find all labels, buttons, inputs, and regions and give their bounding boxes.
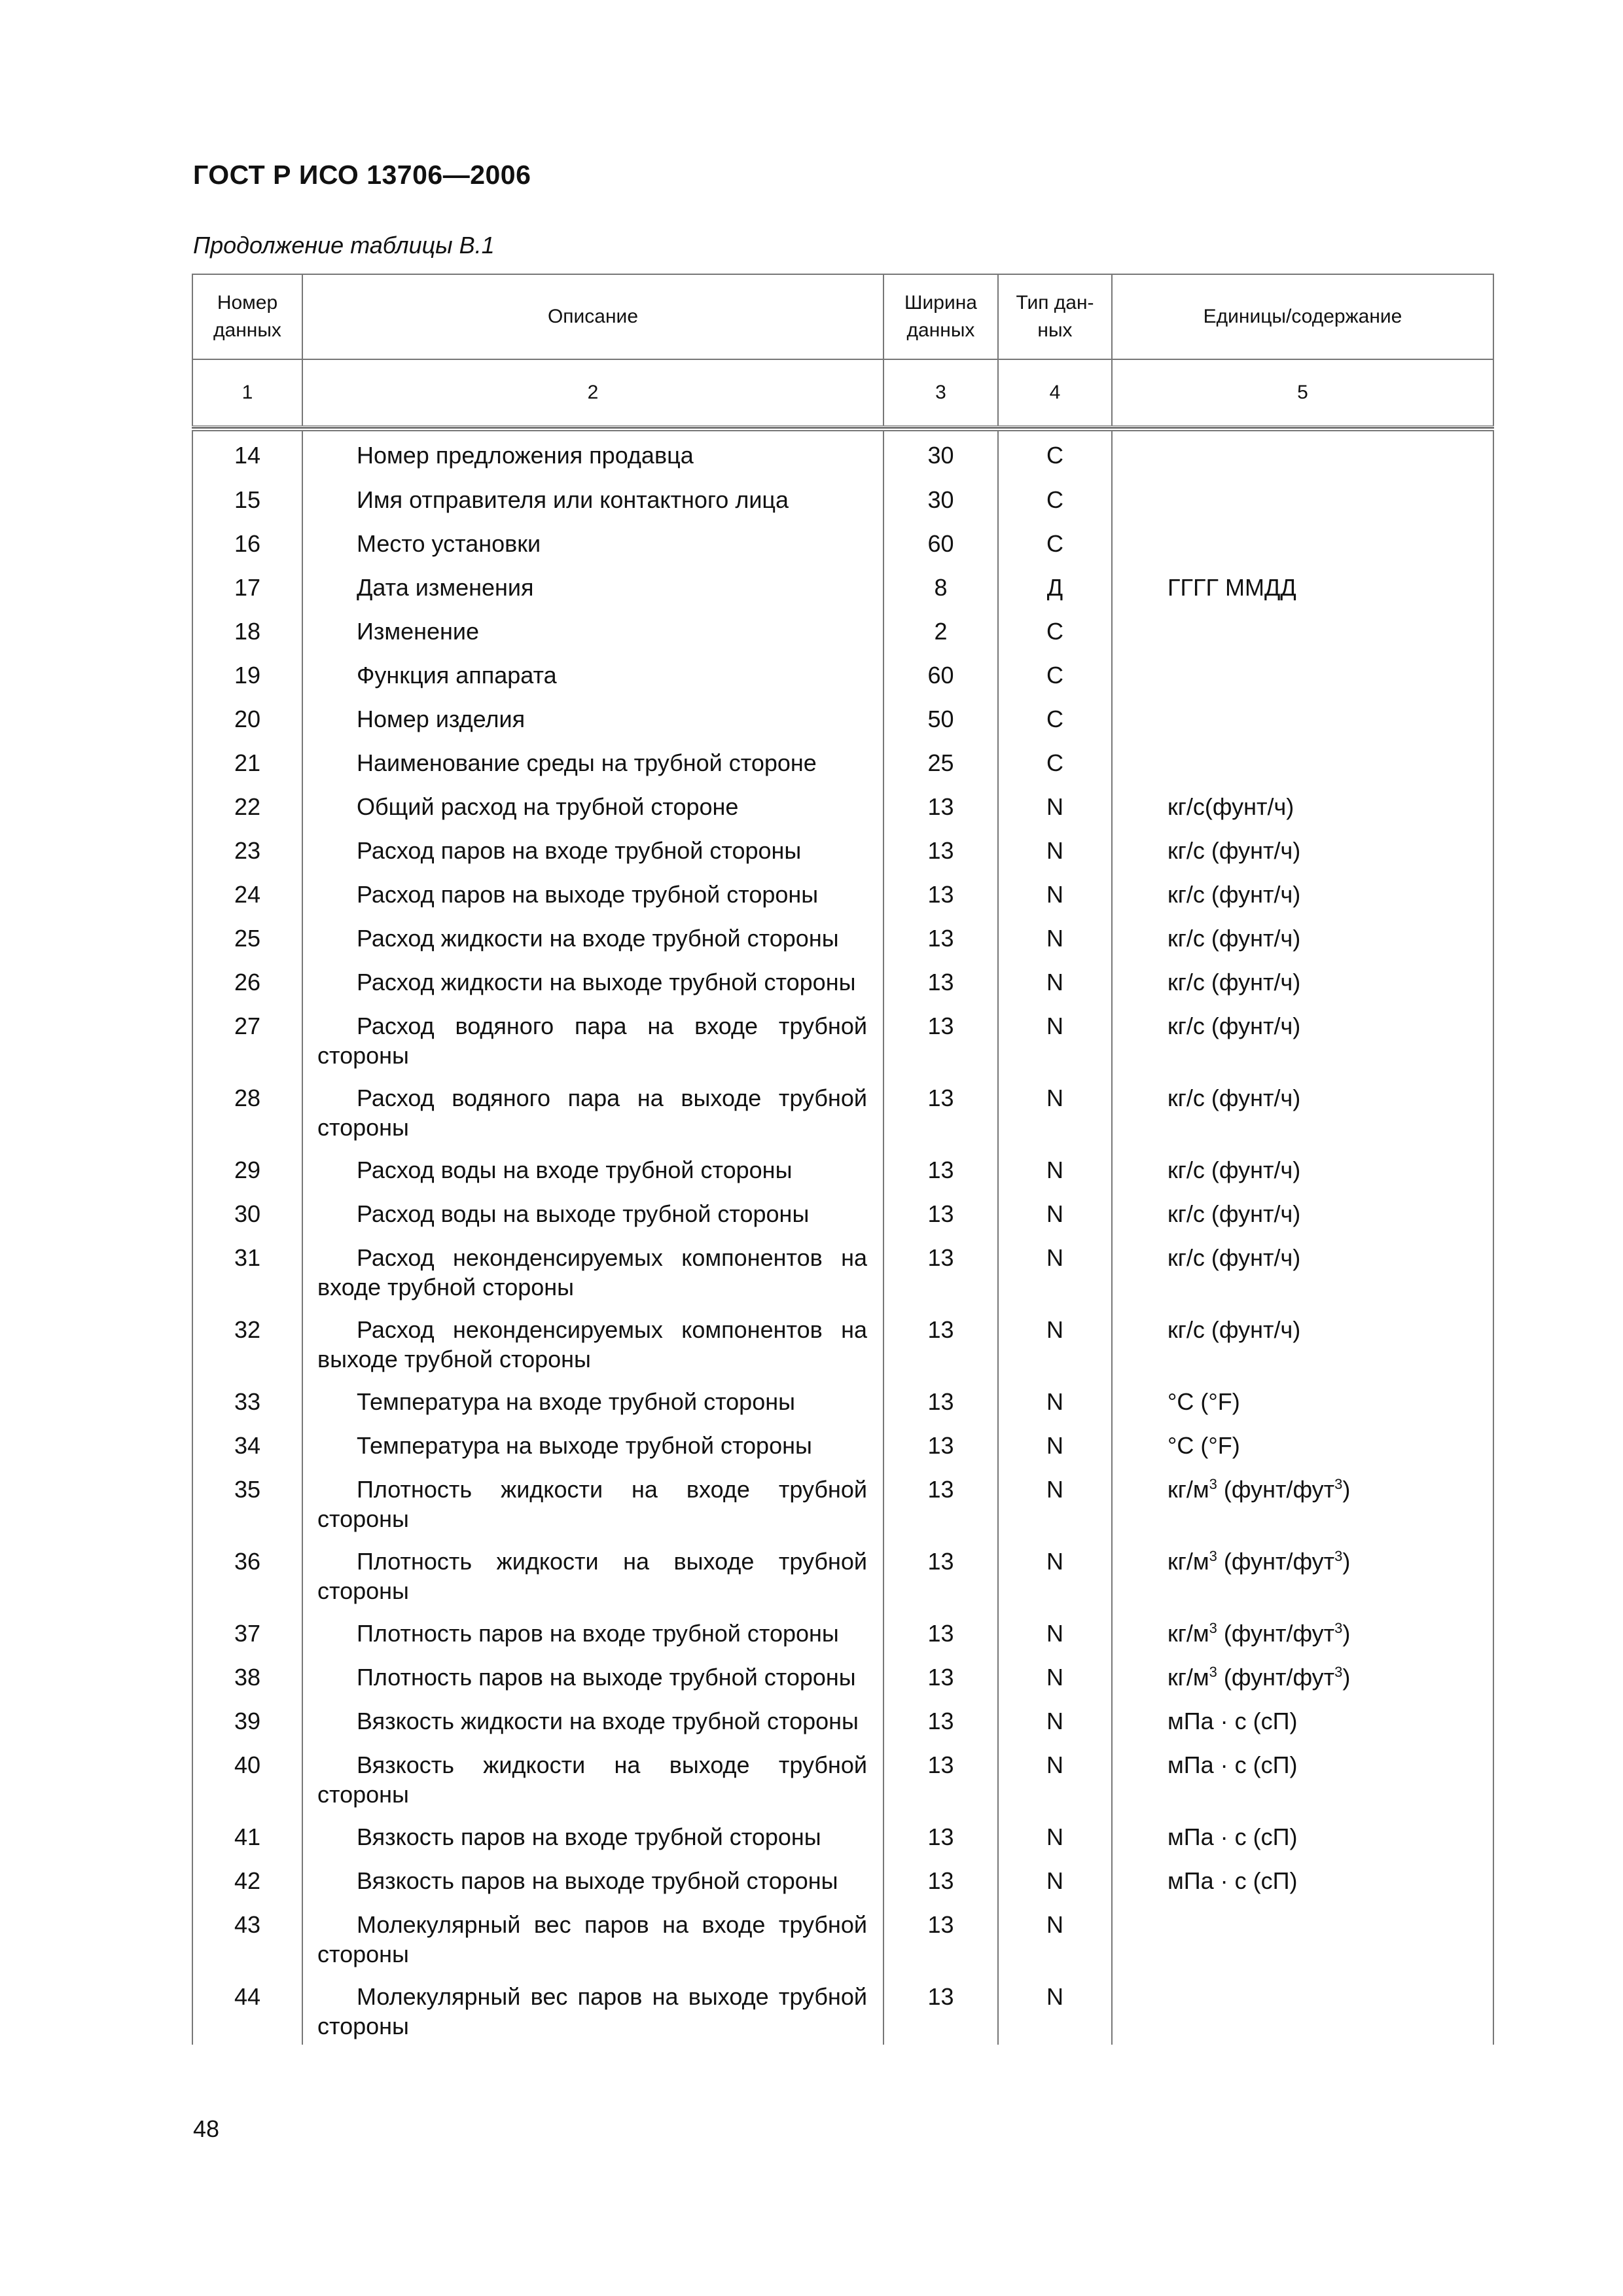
row-units [1113,739,1494,783]
table-row [192,739,1494,783]
table-row [192,958,1494,1002]
table-row [192,1074,1494,1146]
row-data-width: 13 [884,958,999,1002]
table-row [192,1697,1494,1741]
row-number: 26 [192,958,303,1002]
table-row [192,1190,1494,1234]
row-number: 22 [192,783,303,827]
row-data-type: N [999,1537,1113,1609]
row-data-type: C [999,739,1113,783]
table-row [192,1146,1494,1190]
row-description: Расход неконденсируемых компонентов на выходе трубной стороны [303,1306,884,1378]
row-description: Плотность паров на выходе трубной стороны [303,1653,884,1697]
row-data-width: 13 [884,827,999,870]
row-data-type: C [999,651,1113,695]
row-data-type: N [999,827,1113,870]
row-data-width: 13 [884,1697,999,1741]
row-number: 39 [192,1697,303,1741]
row-number: 25 [192,914,303,958]
row-description: Расход воды на выходе трубной стороны [303,1190,884,1234]
row-number: 19 [192,651,303,695]
row-units [1113,607,1494,651]
row-data-width: 13 [884,1234,999,1306]
row-data-type: N [999,914,1113,958]
row-data-type: N [999,1146,1113,1190]
row-data-type: N [999,1857,1113,1901]
table-row [192,870,1494,914]
row-data-type: N [999,958,1113,1002]
row-data-width: 13 [884,1378,999,1422]
column-number-cell: 3 [884,360,999,425]
row-data-type: N [999,1002,1113,1074]
table-row [192,564,1494,607]
row-data-width: 13 [884,1609,999,1653]
row-description: Номер предложения продавца [303,431,884,476]
row-description: Плотность паров на входе трубной стороны [303,1609,884,1653]
table-row [192,1378,1494,1422]
row-data-width: 50 [884,695,999,739]
row-data-width: 13 [884,1146,999,1190]
row-description: Номер изделия [303,695,884,739]
table-row [192,914,1494,958]
row-description: Расход неконденсируемых компонентов на входе трубной стороны [303,1234,884,1306]
row-number: 35 [192,1465,303,1537]
row-units: кг/с (фунт/ч) [1113,1146,1494,1190]
row-number: 44 [192,1973,303,2045]
column-number-cell: 2 [303,360,884,425]
row-data-width: 13 [884,1190,999,1234]
row-data-type: C [999,431,1113,476]
row-description: Молекулярный вес паров на выходе трубной стороны [303,1973,884,2045]
row-data-type: N [999,1973,1113,2045]
row-description: Расход жидкости на входе трубной стороны [303,914,884,958]
row-number: 27 [192,1002,303,1074]
row-units [1113,695,1494,739]
header-cell: Единицы/содержание [1113,274,1494,360]
row-data-type: N [999,1190,1113,1234]
document-title: ГОСТ Р ИСО 13706—2006 [193,160,531,190]
table-row [192,1901,1494,1973]
table-row [192,651,1494,695]
row-units: кг/с (фунт/ч) [1113,870,1494,914]
row-units: кг/с (фунт/ч) [1113,1074,1494,1146]
row-data-type: N [999,1697,1113,1741]
table-row [192,1857,1494,1901]
row-data-type: Д [999,564,1113,607]
row-units: кг/с(фунт/ч) [1113,783,1494,827]
row-data-type: N [999,1074,1113,1146]
row-description: Изменение [303,607,884,651]
row-data-width: 13 [884,1901,999,1973]
row-units: кг/с (фунт/ч) [1113,914,1494,958]
row-data-type: N [999,870,1113,914]
row-number: 36 [192,1537,303,1609]
row-units: $кг/м^3$ (фунт/фут$^3$) [1113,1653,1494,1697]
row-description: Расход паров на выходе трубной стороны [303,870,884,914]
row-data-width: 13 [884,1741,999,1813]
row-data-width: 13 [884,1813,999,1857]
row-units: кг/с (фунт/ч) [1113,827,1494,870]
row-description: Дата изменения [303,564,884,607]
row-units [1113,1901,1494,1973]
row-data-type: N [999,1653,1113,1697]
row-description: Место установки [303,520,884,564]
row-units: кг/с (фунт/ч) [1113,1234,1494,1306]
row-data-type: N [999,783,1113,827]
row-units: ГГГГ ММДД [1113,564,1494,607]
row-data-width: 13 [884,1973,999,2045]
row-data-type: N [999,1378,1113,1422]
row-data-width: 13 [884,1422,999,1465]
row-description: Вязкость паров на входе трубной стороны [303,1813,884,1857]
row-data-width: 13 [884,1653,999,1697]
row-units [1113,520,1494,564]
table-header-row [192,274,1494,360]
row-units: мПа · с (сП) [1113,1697,1494,1741]
row-description: Общий расход на трубной стороне [303,783,884,827]
table-row [192,431,1494,476]
header-cell: Ширина данных [884,274,999,360]
row-data-type: C [999,476,1113,520]
row-units: мПа · с (сП) [1113,1857,1494,1901]
table-row [192,1973,1494,2045]
row-description: Молекулярный вес паров на входе трубной стороны [303,1901,884,1973]
header-cell: Описание [303,274,884,360]
table-row [192,695,1494,739]
row-units: кг/с (фунт/ч) [1113,958,1494,1002]
row-data-type: C [999,520,1113,564]
row-data-width: 13 [884,1465,999,1537]
column-number-cell: 1 [192,360,303,425]
page-number: 48 [193,2115,220,2142]
table-row [192,1422,1494,1465]
row-number: 24 [192,870,303,914]
row-units: $кг/м^3$ (фунт/фут$^3$) [1113,1465,1494,1537]
row-units: кг/с (фунт/ч) [1113,1190,1494,1234]
row-description: Вязкость паров на выходе трубной стороны [303,1857,884,1901]
row-description: Расход воды на входе трубной стороны [303,1146,884,1190]
row-units [1113,1973,1494,2045]
column-number-cell: 4 [999,360,1113,425]
table-row [192,1537,1494,1609]
table-caption: Продолжение таблицы В.1 [193,232,495,259]
row-data-type: N [999,1609,1113,1653]
row-units [1113,431,1494,476]
header-cell: Номер данных [192,274,303,360]
row-number: 38 [192,1653,303,1697]
row-description: Расход жидкости на выходе трубной стороны [303,958,884,1002]
row-data-type: N [999,1422,1113,1465]
table-row [192,520,1494,564]
row-units: мПа · с (сП) [1113,1813,1494,1857]
row-number: 30 [192,1190,303,1234]
row-description: Функция аппарата [303,651,884,695]
table-row [192,1813,1494,1857]
row-data-width: 8 [884,564,999,607]
row-number: 23 [192,827,303,870]
column-number-cell: 5 [1113,360,1494,425]
row-number: 34 [192,1422,303,1465]
row-data-width: 13 [884,1857,999,1901]
row-number: 21 [192,739,303,783]
row-data-type: N [999,1741,1113,1813]
row-units: мПа · с (сП) [1113,1741,1494,1813]
row-data-type: N [999,1465,1113,1537]
header-cell: Тип дан-ных [999,274,1113,360]
row-number: 42 [192,1857,303,1901]
row-number: 20 [192,695,303,739]
row-number: 33 [192,1378,303,1422]
row-data-type: N [999,1306,1113,1378]
row-data-width: 13 [884,1537,999,1609]
table-row [192,1306,1494,1378]
table-body [192,431,1494,2045]
row-number: 14 [192,431,303,476]
row-number: 29 [192,1146,303,1190]
row-description: Расход водяного пара на выходе трубной стороны [303,1074,884,1146]
row-description: Имя отправителя или контактного лица [303,476,884,520]
row-description: Расход паров на входе трубной стороны [303,827,884,870]
table-row [192,1234,1494,1306]
row-data-type: N [999,1901,1113,1973]
column-number-row [192,360,1494,427]
table-row [192,783,1494,827]
row-data-width: 25 [884,739,999,783]
row-number: 16 [192,520,303,564]
row-number: 40 [192,1741,303,1813]
row-data-width: 13 [884,1074,999,1146]
table-row [192,1465,1494,1537]
row-data-type: C [999,695,1113,739]
row-units: °C (°F) [1113,1378,1494,1422]
row-units [1113,476,1494,520]
row-data-width: 30 [884,476,999,520]
row-description: Плотность жидкости на выходе трубной стороны [303,1537,884,1609]
row-data-type: C [999,607,1113,651]
table-row [192,1002,1494,1074]
table-row [192,607,1494,651]
table-row [192,1609,1494,1653]
row-number: 37 [192,1609,303,1653]
data-table [192,274,1494,2045]
row-number: 43 [192,1901,303,1973]
row-units: $кг/м^3$ (фунт/фут$^3$) [1113,1537,1494,1609]
row-units [1113,651,1494,695]
row-description: Вязкость жидкости на входе трубной стороны [303,1697,884,1741]
row-number: 31 [192,1234,303,1306]
row-number: 32 [192,1306,303,1378]
row-description: Расход водяного пара на входе трубной стороны [303,1002,884,1074]
row-description: Температура на выходе трубной стороны [303,1422,884,1465]
row-data-width: 13 [884,914,999,958]
row-description: Вязкость жидкости на выходе трубной стороны [303,1741,884,1813]
row-data-width: 60 [884,651,999,695]
table-row [192,827,1494,870]
row-data-width: 13 [884,870,999,914]
row-data-width: 13 [884,1002,999,1074]
row-description: Наименование среды на трубной стороне [303,739,884,783]
row-number: 28 [192,1074,303,1146]
row-data-width: 2 [884,607,999,651]
row-number: 18 [192,607,303,651]
row-units: °C (°F) [1113,1422,1494,1465]
row-number: 15 [192,476,303,520]
row-data-width: 13 [884,1306,999,1378]
row-data-type: N [999,1234,1113,1306]
row-units: кг/с (фунт/ч) [1113,1306,1494,1378]
row-description: Температура на входе трубной стороны [303,1378,884,1422]
table-row [192,1741,1494,1813]
row-units: $кг/м^3$ (фунт/фут$^3$) [1113,1609,1494,1653]
row-description: Плотность жидкости на входе трубной стороны [303,1465,884,1537]
row-data-width: 13 [884,783,999,827]
row-data-width: 30 [884,431,999,476]
row-data-width: 60 [884,520,999,564]
row-units: кг/с (фунт/ч) [1113,1002,1494,1074]
row-data-type: N [999,1813,1113,1857]
table-row [192,1653,1494,1697]
row-number: 41 [192,1813,303,1857]
table-row [192,476,1494,520]
row-number: 17 [192,564,303,607]
